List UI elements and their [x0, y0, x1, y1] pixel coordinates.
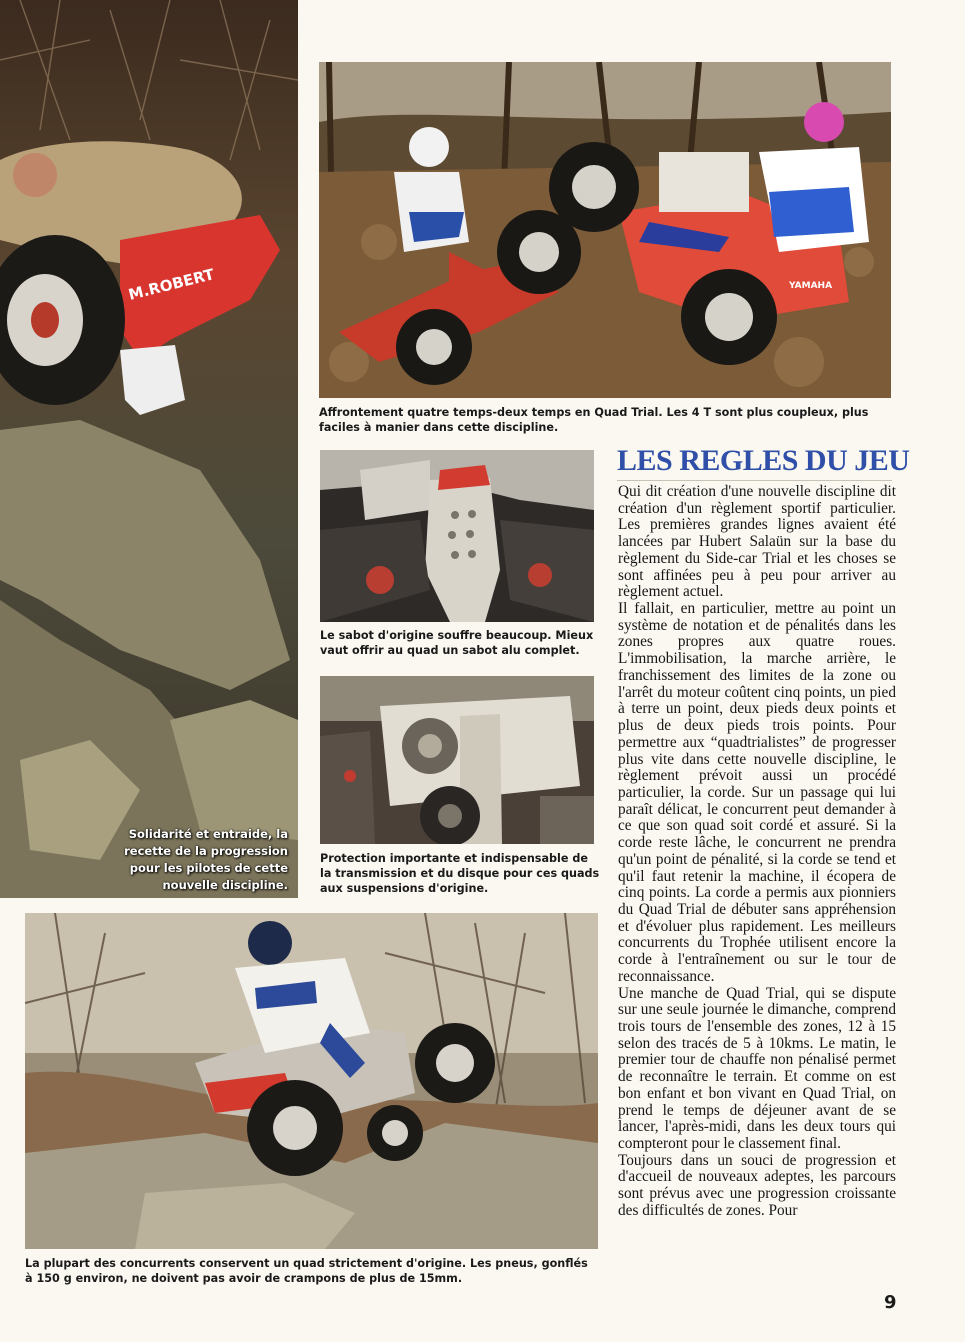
- article-paragraph: Il fallait, en particulier, mettre au point un système de notation et de pénalités dans les zones propres aux quatre roues. L'immobilisation, la marche arrière, le franchissement des limites de la zone ou l'arrêt du moteur coûtent cinq points, un pied à terre un point, deux pieds deux points et plus de deux pieds trois points. Pour permettre aux “quadtrialistes” de progresser plus vite dans cette nouvelle discipline, le règlement prévoit aussi un procédé particulier, la corde. Sur un passage qui lui paraît délicat, le concurrent peut demander à ce que son quad soit cordé et assuré. Si la corde reste lâche, le concurrent ne prendra qu'un point de pénalité, si la corde se tend et qu'il faut retenir la machine, il écopera de cinq points. La corde a permis aux pionniers du Quad Trial de débuter sans appréhension et d'évoluer plus rapidement. Les meilleurs concurrents du Trophée utilisent encore la corde à l'entraînement ou sur le tour de reconnaissance.: [618, 600, 896, 985]
- middle-photo-2-caption: Protection importante et indispensable de la transmission et du disque pour ces quads aux suspensions d'origine.: [320, 852, 600, 895]
- article-paragraph: Toujours dans un souci de progression et d'accueil de nouveaux adeptes, les parcours sont prévus avec une progression croissante des difficultés de zones. Pour: [618, 1151, 896, 1219]
- photo-transmission-guard: [320, 676, 594, 844]
- photo-top-quads-duel: [319, 62, 891, 398]
- article-body: [618, 484, 896, 1220]
- yamaha-text: YAMAHA: [789, 281, 833, 291]
- photo-left-rock-push: [0, 0, 298, 898]
- photo-bottom-rock-climb: [25, 913, 598, 1249]
- page-number: 9: [884, 1292, 897, 1313]
- article-paragraph: Qui dit création d'une nouvelle discipline dit création d'un règlement sportif particulier. Les premières grandes lignes avaient été lancées par Hubert Salaün sur la base du règlement du Side-car Trial et les choses se sont affinées peu à peu pour arriver au règlement actuel.: [618, 483, 896, 601]
- article-paragraph: Une manche de Quad Trial, qui se dispute sur une seule journée le dimanche, comprend trois tours de l'ensemble des zones, 12 à 15 selon des tracés de 5 à 10kms. Le matin, le premier tour de chauffe non pénalisé permet de reconnaître le terrain. Et comme on est bon enfant et bon vivant en Quad Trial, on prend le temps de déjeuner avant de se lancer, l'après-midi, dans les deux tours qui compteront pour le classement final.: [618, 984, 896, 1153]
- photo-skid-plate: [320, 450, 594, 622]
- bottom-photo-caption: La plupart des concurrents conservent un quad strictement d'origine. Les pneus, gonflés à 150 g environ, ne doivent pas avoir de crampons de plus de 15mm.: [25, 1257, 588, 1285]
- middle-photo-1-caption: Le sabot d'origine souffre beaucoup. Mieux vaut offrir au quad un sabot alu complet.: [320, 629, 594, 657]
- top-photo-caption: Affrontement quatre temps-deux temps en Quad Trial. Les 4 T sont plus coupleux, plus faciles à manier dans cette discipline.: [319, 406, 869, 434]
- heading-divider: [617, 480, 892, 481]
- article-heading: LES REGLES DU JEU: [617, 444, 910, 477]
- jersey-text: M.ROBERT: [126, 265, 217, 304]
- left-photo-caption: Solidarité et entraide, la recette de la progression pour les pilotes de cette nouvelle discipline.: [124, 827, 288, 892]
